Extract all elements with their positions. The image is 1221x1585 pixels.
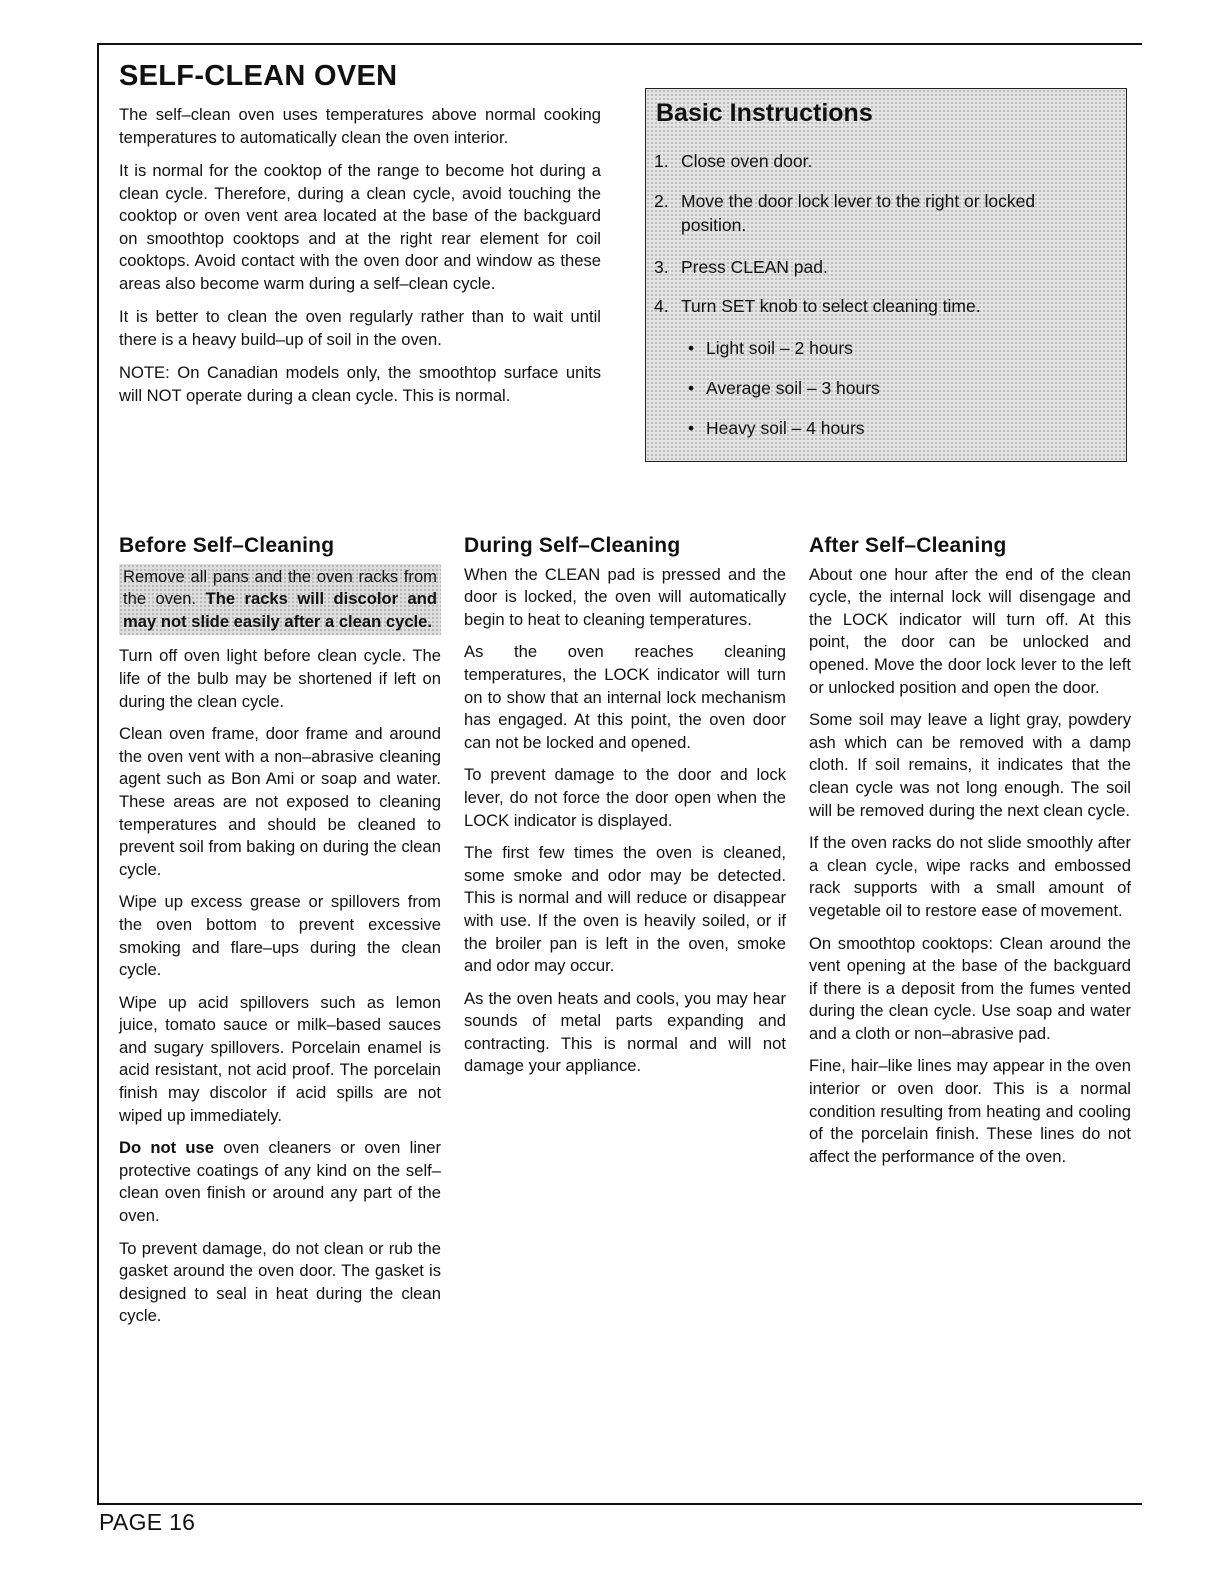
paragraph: Wipe up excess grease or spillovers from the oven bottom to prevent excessive smoking and flare–ups during the clean cycle.: [119, 892, 441, 980]
instruction-bullet: [688, 376, 880, 400]
paragraph: Clean oven frame, door frame and around the oven vent with a non–abrasive cleaning agent such as Bon Ami or soap and water. These areas are not exposed to cleaning temperatures and should be cleaned to prevent soil from baking on during the clean cycle.: [119, 724, 441, 879]
step-number: 4.: [654, 296, 669, 316]
instruction-step: [654, 189, 1091, 237]
section-heading: During Self–Cleaning: [464, 534, 681, 557]
bullet-icon: •: [688, 378, 695, 398]
paragraph: To prevent damage to the door and lock lever, do not force the door open when the LOCK indicator is displayed.: [464, 765, 786, 830]
bullet-text: Heavy soil – 4 hours: [706, 418, 865, 438]
step-text: Move the door lock lever to the right or locked position.: [681, 191, 1036, 235]
paragraph: Fine, hair–like lines may appear in the oven interior or oven door. This is a normal condition resulting from heating and cooling of the porcelain finish. These lines do not affect the performance of the oven.: [809, 1056, 1131, 1166]
warning-bold-text: The racks will discolor and may not slide easily after a clean cycle.: [123, 589, 437, 631]
bullet-icon: •: [688, 338, 695, 358]
bottom-rule: [97, 1503, 1142, 1505]
top-rule: [97, 43, 1142, 45]
step-text: Close oven door.: [681, 151, 813, 171]
instruction-step: [654, 294, 1091, 318]
warning-text: Remove all pans and the oven racks from the oven.: [123, 566, 437, 609]
paragraph: If the oven racks do not slide smoothly after a clean cycle, wipe racks and embossed rack supports with a small amount of vegetable oil to restore ease of movement.: [809, 833, 1131, 920]
during-self-cleaning-section: [464, 535, 786, 1088]
paragraph: Some soil may leave a light gray, powdery ash which can be removed with a damp cloth. If soil remains, it indicates that the clean cycle was not long enough. The soil will be removed during the next clean cycle.: [809, 710, 1131, 820]
paragraph: When the CLEAN pad is pressed and the door is locked, the oven will automatically begin to heat to cleaning temperatures.: [464, 564, 786, 629]
paragraph: As the oven reaches cleaning temperatures, the LOCK indicator will turn on to show that an internal lock mechanism has engaged. At this point, the oven door can not be locked and opened.: [464, 642, 786, 752]
step-number: 3.: [654, 257, 669, 277]
step-text: Turn SET knob to select cleaning time.: [681, 296, 981, 316]
paragraph: Wipe up acid spillovers such as lemon juice, tomato sauce or milk–based sauces and sugary spillovers. Porcelain enamel is acid resistant, not acid proof. The porcelain finish may discolor if acid spills are not wiped up immediately.: [119, 992, 441, 1125]
intro-paragraph: It is better to clean the oven regularly rather than to wait until there is a heavy build–up of soil in the oven.: [119, 307, 601, 349]
instruction-step: [654, 149, 1091, 173]
shaded-warning: [119, 564, 441, 636]
basic-instructions-title: Basic Instructions: [656, 99, 873, 127]
paragraph: Turn off oven light before clean cycle. The life of the bulb may be shortened if left on during the clean cycle.: [119, 646, 441, 711]
instruction-bullet: [688, 416, 865, 440]
instruction-step: [654, 255, 1091, 279]
step-text: Press CLEAN pad.: [681, 257, 828, 277]
bullet-text: Light soil – 2 hours: [706, 338, 853, 358]
bullet-icon: •: [688, 418, 695, 438]
paragraph: As the oven heats and cools, you may hear sounds of metal parts expanding and contracting. This is normal and will not damage your appliance.: [464, 988, 786, 1076]
after-self-cleaning-section: [809, 535, 1131, 1178]
paragraph: [119, 1137, 441, 1227]
page-title: SELF-CLEAN OVEN: [119, 60, 398, 92]
paragraph: The first few times the oven is cleaned, some smoke and odor may be detected. This is normal and will reduce or disappear with use. If the oven is heavily soiled, or if the broiler pan is left in the oven, smoke and odor may occur.: [464, 843, 786, 976]
instruction-bullet: [688, 336, 853, 360]
paragraph: About one hour after the end of the clean cycle, the internal lock will disengage and the LOCK indicator will turn off. At this point, the door can be unlocked and opened. Move the door lock lever to the left or unlocked position and open the door.: [809, 564, 1131, 697]
intro-paragraph: It is normal for the cooktop of the range to become hot during a clean cycle. Therefore, during a clean cycle, avoid touching the cooktop or oven vent area located at the base of the backguard on smoothtop cooktops and at the right rear element for coil cooktops. Avoid contact with the oven door and window as these areas also become warm during a self–clean cycle.: [119, 161, 601, 293]
paragraph: To prevent damage, do not clean or rub the gasket around the oven door. The gasket is designed to seal in heat during the clean cycle.: [119, 1238, 441, 1326]
page-number: PAGE 16: [99, 1509, 196, 1535]
section-heading: Before Self–Cleaning: [119, 534, 335, 557]
basic-instructions-box: [645, 88, 1127, 462]
before-self-cleaning-section: [119, 535, 441, 1338]
intro-note: NOTE: On Canadian models only, the smoothtop surface units will NOT operate during a clean cycle. This is normal.: [119, 363, 601, 405]
intro-section: [119, 104, 601, 418]
intro-paragraph: The self–clean oven uses temperatures above normal cooking temperatures to automatically clean the oven interior.: [119, 105, 601, 147]
section-heading: After Self–Cleaning: [809, 534, 1007, 557]
left-rule: [97, 43, 99, 1503]
paragraph-text: oven cleaners or oven liner protective coatings of any kind on the self–clean oven finish or around any part of the oven.: [119, 1138, 441, 1226]
step-number: 1.: [654, 151, 669, 171]
bullet-text: Average soil – 3 hours: [706, 378, 880, 398]
bold-phrase: Do not use: [119, 1138, 214, 1158]
paragraph: On smoothtop cooktops: Clean around the vent opening at the base of the backguard if there is a deposit from the fumes vented during the clean cycle. Use soap and water and a cloth or non–abrasive pad.: [809, 933, 1131, 1043]
step-number: 2.: [654, 191, 669, 211]
